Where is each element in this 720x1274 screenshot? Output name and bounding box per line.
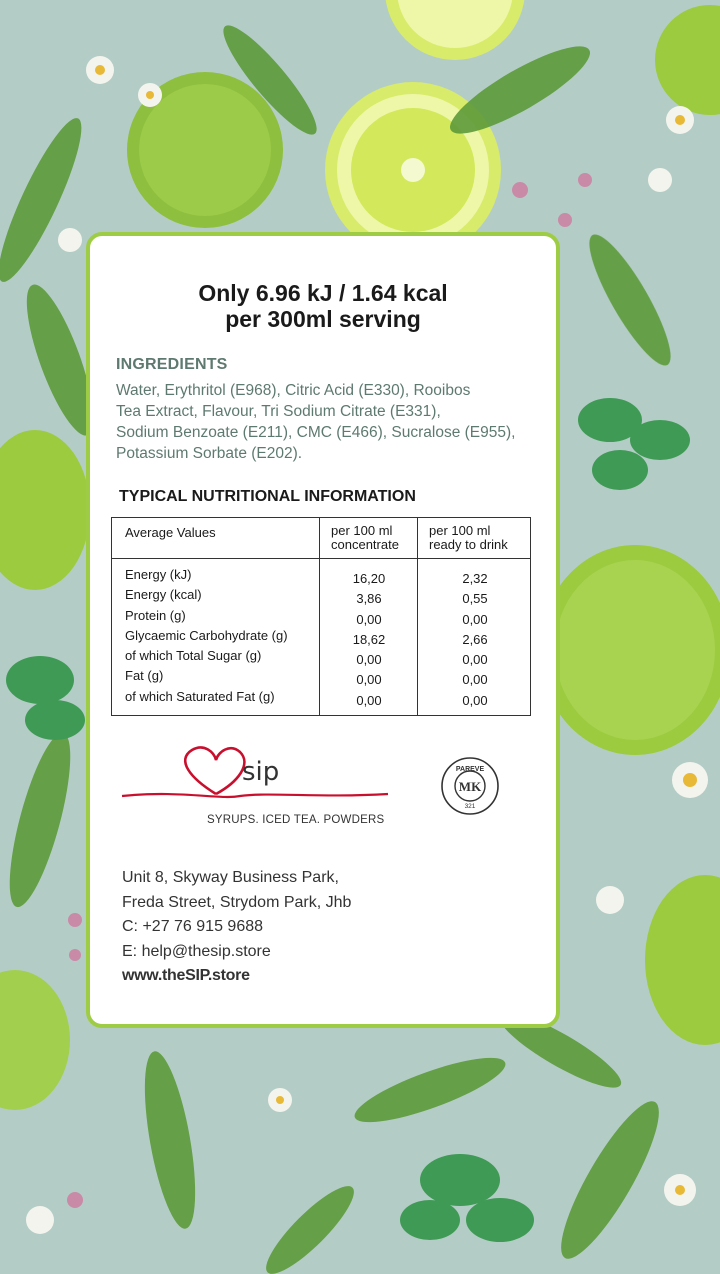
table-cell: 3,86 (356, 591, 382, 607)
badge-top-text: PAREVE (455, 766, 485, 773)
header-concentrate-line2: concentrate (331, 537, 399, 552)
header-concentrate-line1: per 100 ml (331, 523, 393, 538)
table-row-label: Energy (kcal) (125, 587, 202, 603)
table-cell: 18,62 (352, 631, 386, 647)
brand-tagline: SYRUPS. ICED TEA. POWDERS (207, 814, 385, 826)
ingredients-line: Water, Erythritol (E968), Citric Acid (E330), Rooibos (116, 382, 471, 399)
table-cell: 0,00 (356, 672, 382, 688)
lime-illustration (540, 545, 720, 755)
badge-bottom-text: 321 (464, 803, 476, 810)
table-row-label: Protein (g) (125, 607, 186, 623)
ingredients-line: Tea Extract, Flavour, Tri Sodium Citrate (E331), (116, 403, 441, 420)
heart-swoosh-icon (120, 738, 392, 818)
ingredients-list (116, 380, 546, 464)
table-divider (417, 518, 418, 715)
ingredients-title: INGREDIENTS (116, 356, 228, 373)
table-row-label: of which Saturated Fat (g) (125, 688, 275, 704)
ingredients-line: Sodium Benzoate (E211), CMC (E466), Sucralose (E955), (116, 424, 516, 441)
nutrition-table (111, 517, 531, 716)
nutrition-title: TYPICAL NUTRITIONAL INFORMATION (119, 488, 416, 505)
ingredients-line: Potassium Sorbate (E202). (116, 445, 303, 462)
energy-headline-line1: Only 6.96 kJ / 1.64 kcal (198, 280, 448, 306)
table-cell: 0,00 (462, 611, 488, 627)
kosher-badge-icon (440, 756, 500, 816)
header-average-values: Average Values (125, 525, 216, 540)
email-address: E: help@thesip.store (122, 942, 271, 960)
logo-wordmark: sip (242, 757, 280, 787)
table-row-label: of which Total Sugar (g) (125, 648, 262, 664)
table-row-label: Energy (kJ) (125, 567, 192, 582)
table-row-label: Fat (g) (125, 668, 164, 684)
table-divider (112, 558, 530, 559)
energy-headline (90, 280, 556, 332)
website-link: www.theSIP.store (122, 967, 250, 984)
contact-block (122, 866, 351, 989)
lime-illustration (0, 970, 70, 1110)
header-ready-to-drink (429, 524, 508, 552)
address-line2: Freda Street, Strydom Park, Jhb (122, 893, 352, 911)
address-line1: Unit 8, Skyway Business Park, (122, 869, 339, 886)
row-labels (125, 565, 288, 707)
table-cell: 2,66 (462, 631, 488, 647)
table-cell: 0,00 (356, 692, 382, 708)
table-cell: 0,55 (462, 591, 488, 607)
table-row-label: Glycaemic Carbohydrate (g) (125, 627, 288, 643)
ready-to-drink-values (419, 569, 531, 711)
badge-center-text: MK (458, 779, 482, 794)
concentrate-values (321, 569, 417, 711)
lime-illustration (655, 5, 720, 115)
lime-illustration (645, 875, 720, 1045)
table-cell: 0,00 (356, 652, 382, 668)
table-cell: 0,00 (462, 652, 488, 668)
header-concentrate (331, 524, 399, 552)
phone-number: C: +27 76 915 9688 (122, 918, 264, 935)
lime-illustration (0, 430, 90, 590)
energy-headline-line2: per 300ml serving (225, 306, 421, 332)
table-cell: 2,32 (462, 571, 488, 586)
table-cell: 16,20 (352, 571, 386, 586)
product-info-card (86, 232, 560, 1028)
table-cell: 0,00 (462, 672, 488, 688)
table-divider (319, 518, 320, 715)
lime-slice-illustration (385, 0, 525, 60)
table-cell: 0,00 (462, 692, 488, 708)
header-ready-line2: ready to drink (429, 537, 508, 552)
table-cell: 0,00 (356, 611, 382, 627)
pareve-badge (440, 756, 500, 816)
header-ready-line1: per 100 ml (429, 523, 491, 538)
